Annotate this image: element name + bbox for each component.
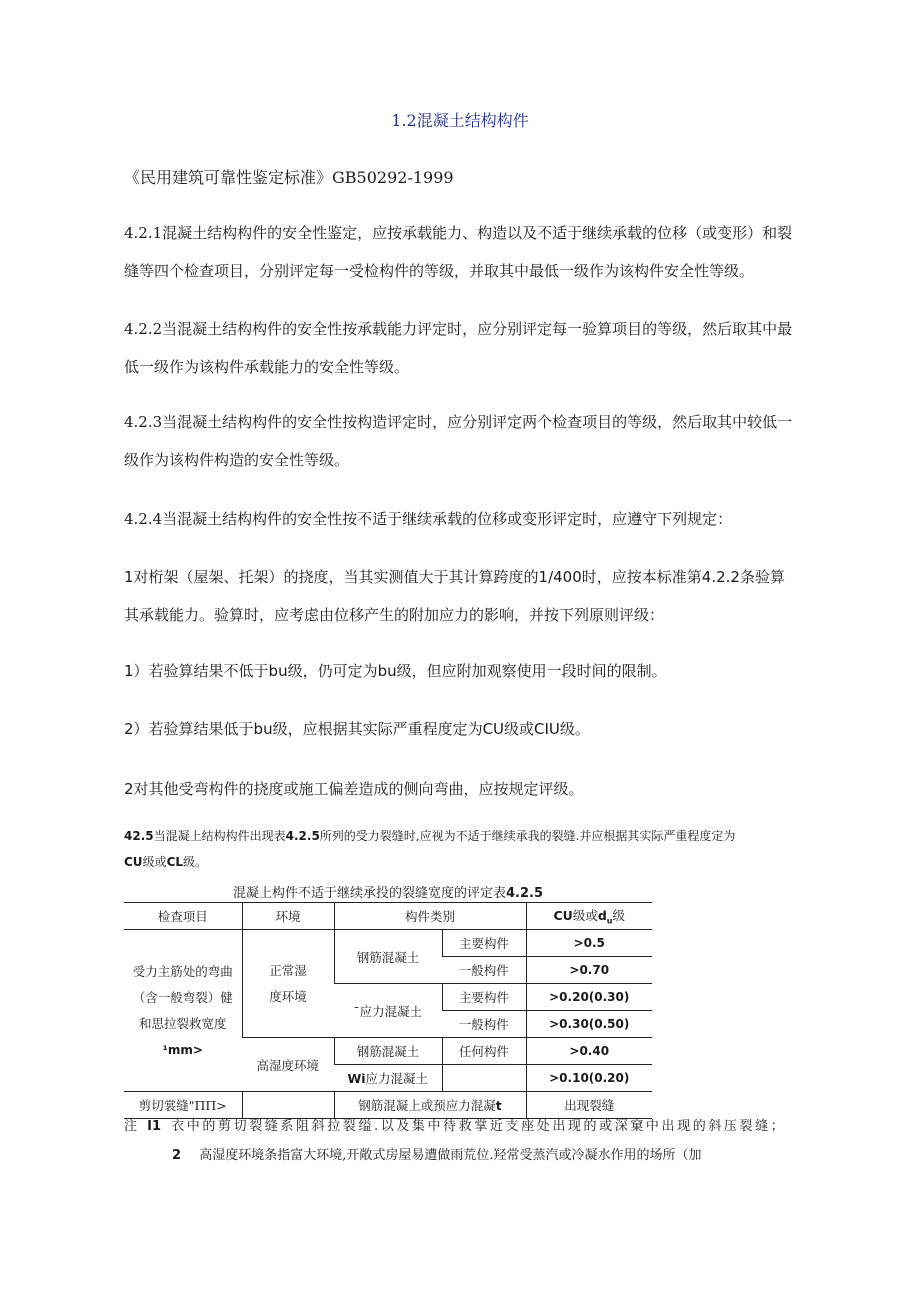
clause-number: 42.5	[124, 829, 154, 843]
header-grade: CU级或$d_u$级	[526, 903, 652, 930]
member-general: 一般构件	[442, 957, 526, 984]
clause-4-2-5-line-2: CU级或CL级。	[124, 855, 208, 869]
table-note-2: 2 高湿度环境条指富大环境,开敞式房屋易遭做雨荒位.羟常受蒸汽或冷凝水作用的场所（加	[172, 1148, 702, 1163]
item-1	[124, 558, 816, 634]
member-any: 任何构件	[442, 1038, 526, 1065]
shear-member-type: 钢筋混凝上或预应力混凝t	[334, 1092, 526, 1119]
clause-4-2-2	[124, 310, 816, 386]
shear-value: 出现裂缝	[526, 1092, 652, 1119]
clause-4-2-2-line-1: 4.2.2当混凝土结构构件的安全性按承载能力评定时，应分别评定每一验算项目的等级，然后取其中最	[124, 320, 793, 338]
shear-crack-label: 剪切裳缝"ΠΠ>	[124, 1092, 242, 1119]
clause-4-2-4: 4.2.4当混凝土结构构件的安全性按不适于继续承载的位移或变形评定时，应遵守下列规定：	[124, 510, 733, 528]
clause-4-2-5	[124, 823, 816, 875]
header-environment: 环境	[242, 903, 334, 930]
clause-4-2-3	[124, 403, 816, 479]
clause-4-2-2-line-2: 低一级作为该构件承载能力的安全性等级。	[124, 358, 410, 376]
item-2: 2对其他受弯构件的挠度或施工偏差造成的侧向弯曲，应按规定评级。	[124, 780, 584, 798]
type-pc: ˉ应力混凝土	[334, 984, 442, 1038]
clause-4-2-3-line-1: 4.2.3当混凝土结构构件的安全性按构造评定时，应分别评定两个检查项目的等级，然后取其中较低一	[124, 413, 793, 431]
member-general: 一般构件	[442, 1011, 526, 1038]
type-pc: Wi应力混凝土	[334, 1065, 442, 1092]
flexural-crack-label: 受力主筋处的弯曲 （含一般弯裂）健 和思拉裂救宽度 ¹mm>	[124, 930, 242, 1092]
table-header-row	[124, 903, 652, 930]
clause-4-2-5-line-1: 42.5当混凝上结构构件出现表4.2.5所列的受力裂缝时,应视为不适于继续承我的裂缝.并应根据其实际严重程度定为	[124, 829, 736, 843]
table-caption: 混凝上构件不适于继续承投的裂缝宽度的评定表4.2.5	[232, 886, 544, 901]
table-ref: 4.2.5	[285, 829, 320, 843]
standard-reference: 《民用建筑可靠性鉴定标准》GB50292-1999	[124, 168, 454, 187]
value-cell: >0.5	[526, 930, 652, 957]
value-cell: >0.20(0.30)	[526, 984, 652, 1011]
member-main: 主要构件	[442, 984, 526, 1011]
header-check-item: 检查项目	[124, 903, 242, 930]
value-cell: >0.70	[526, 957, 652, 984]
clause-4-2-1-line-2: 缝等四个检查项目，分别评定每一受检构件的等级，并取其中最低一级作为该构件安全性等级。	[124, 262, 755, 280]
table-note-1: 注 I1 衣中的剪切裂缝系阻斜拉裂缢.以及集中待救掌近支座处出现的或深窠中出现的斜压裂缝；	[124, 1119, 787, 1134]
clause-4-2-1-line-1: 4.2.1混凝土结构构件的安全性鉴定，应按承载能力、构造以及不适于继续承载的位移（或变形）和裂	[124, 224, 793, 242]
item-1-line-1: 1对桁架（屋架、托架）的挠度，当其实测值大于其计算跨度的1/400时，应按本标准第4.2.2条验算	[124, 568, 785, 586]
value-cell: >0.40	[526, 1038, 652, 1065]
sub-item-2: 2）若验算结果低于bu级，应根据其实际严重程度定为CU级或CIU级。	[124, 720, 590, 738]
empty-cell	[442, 1065, 526, 1092]
value-cell: >0.30(0.50)	[526, 1011, 652, 1038]
type-rc: 钢筋混凝土	[334, 1038, 442, 1065]
crack-width-table	[124, 902, 652, 1119]
header-member-type: 构件类别	[334, 903, 526, 930]
section-title: 1.2混凝土结构构件	[391, 111, 529, 130]
env-normal: 正常湿 度环境	[242, 930, 334, 1038]
env-high: 高湿度环境	[242, 1038, 334, 1092]
value-cell: >0.10(0.20)	[526, 1065, 652, 1092]
clause-4-2-1	[124, 214, 816, 290]
sub-item-1: 1）若验算结果不低于bu级，仍可定为bu级，但应附加观察使用一段时间的限制。	[124, 662, 667, 680]
table-row	[124, 930, 652, 957]
clause-4-2-3-line-2: 级作为该构件构造的安全性等级。	[124, 451, 350, 469]
type-rc: 钢筋混凝土	[334, 930, 442, 984]
item-1-line-2: 其承载能力。验算时，应考虑由位移产生的附加应力的影响，并按下列原则评级：	[124, 606, 665, 624]
member-main: 主要构件	[442, 930, 526, 957]
